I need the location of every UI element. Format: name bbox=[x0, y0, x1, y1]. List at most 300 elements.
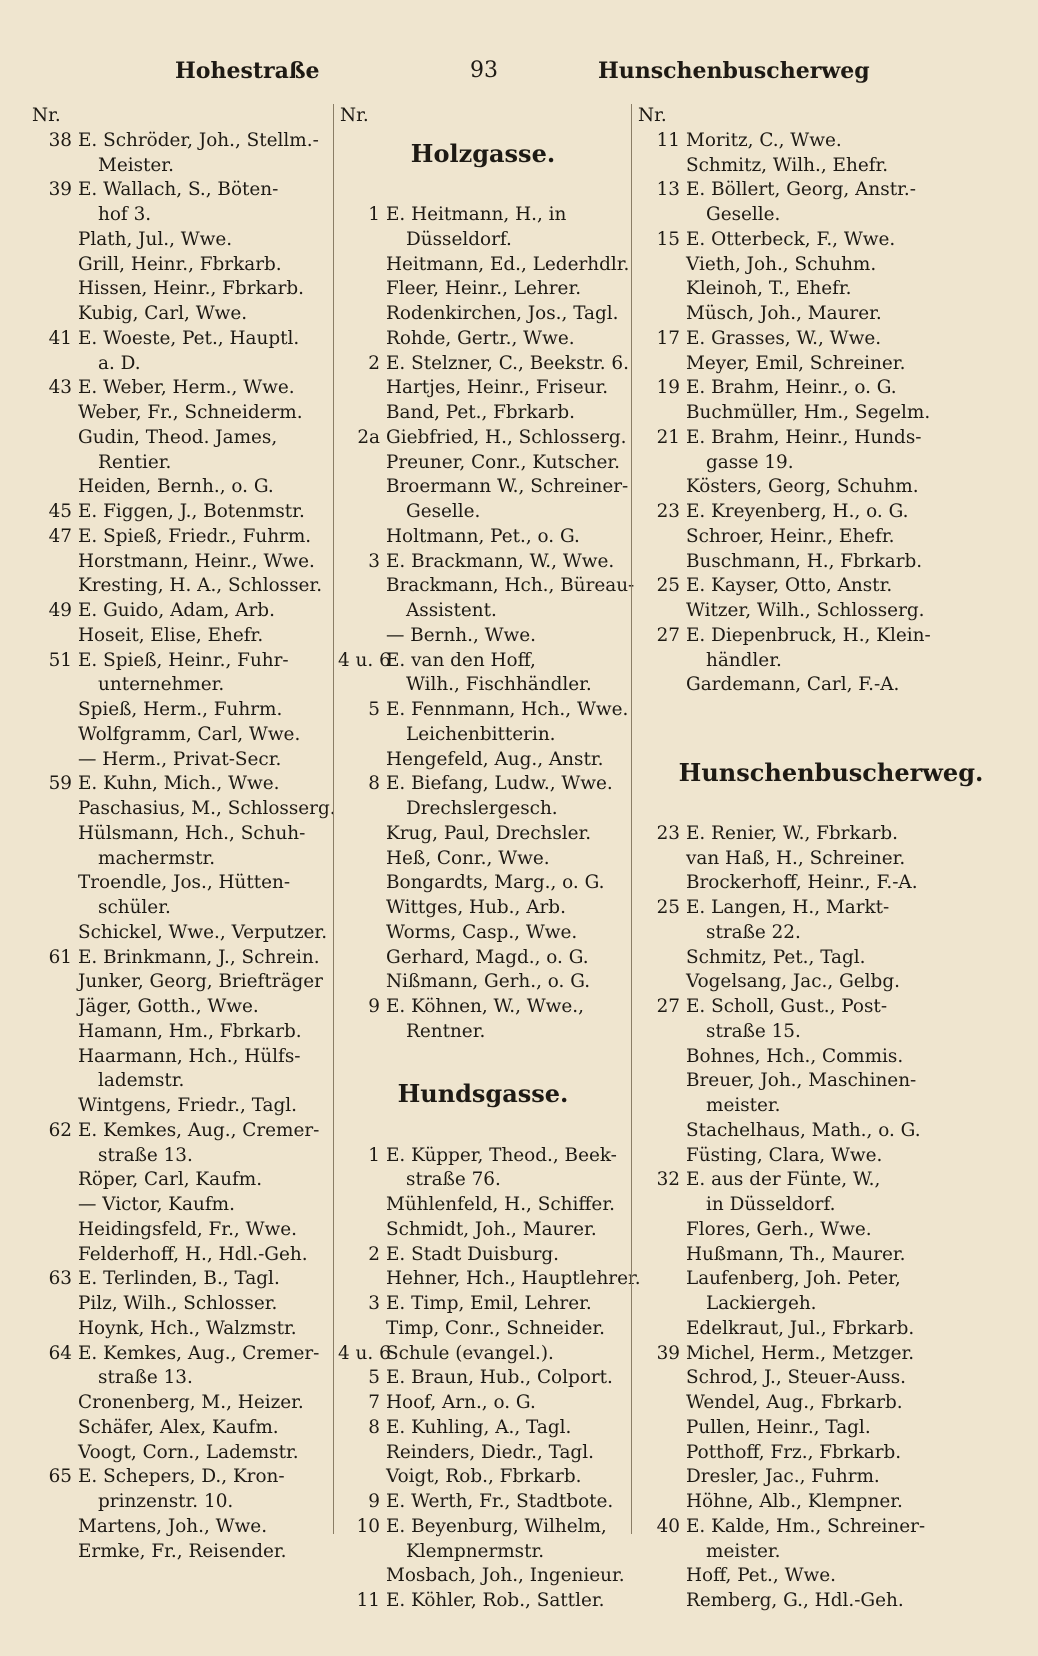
directory-entry bbox=[30, 624, 330, 649]
directory-entry bbox=[30, 277, 330, 302]
entry-text: van Haß, H., Schreiner. bbox=[686, 847, 906, 869]
directory-entry bbox=[636, 1168, 1026, 1193]
directory-entry bbox=[636, 475, 1026, 500]
house-number: 49 bbox=[48, 600, 72, 621]
entry-text: E. Kalde, Hm., Schreiner- bbox=[686, 1515, 926, 1537]
directory-entry bbox=[636, 203, 1026, 228]
directory-entry bbox=[30, 1094, 330, 1119]
house-number bbox=[30, 921, 78, 946]
house-number bbox=[636, 1144, 686, 1169]
house-number bbox=[30, 203, 78, 228]
directory-entry bbox=[636, 1045, 1026, 1070]
directory-entry bbox=[30, 500, 330, 525]
house-number bbox=[636, 154, 686, 179]
house-number bbox=[30, 1441, 78, 1466]
house-number bbox=[338, 302, 386, 327]
house-number: 65 bbox=[48, 1466, 72, 1488]
directory-entry bbox=[338, 1168, 628, 1193]
house-number bbox=[338, 1267, 386, 1292]
house-number bbox=[30, 1490, 78, 1515]
house-number: 45 bbox=[48, 501, 72, 522]
house-number: 3 bbox=[368, 1293, 380, 1314]
house-number: 3 bbox=[368, 550, 380, 572]
entry-text: Pullen, Heinr., Tagl. bbox=[686, 1416, 871, 1438]
entry-text: Hartjes, Heinr., Friseur. bbox=[386, 377, 609, 399]
directory-entry bbox=[338, 302, 628, 327]
entry-text: Wilh., Fischhändler. bbox=[406, 674, 592, 696]
directory-entry bbox=[338, 277, 628, 302]
house-number bbox=[30, 550, 78, 575]
house-number bbox=[636, 1045, 686, 1070]
house-number: 4 u. 6 bbox=[338, 649, 391, 671]
directory-entry bbox=[30, 1144, 330, 1169]
house-number bbox=[636, 401, 686, 426]
entry-text: E. Kreyenberg, H., o. G. bbox=[686, 501, 909, 522]
directory-entry bbox=[338, 698, 628, 723]
directory-entry bbox=[30, 1020, 330, 1045]
directory-entry bbox=[636, 970, 1026, 995]
entry-text: Pilz, Wilh., Schlosser. bbox=[78, 1293, 278, 1314]
house-number bbox=[30, 1540, 78, 1565]
house-number bbox=[636, 871, 686, 896]
entry-text: E. Scholl, Gust., Post- bbox=[686, 996, 888, 1017]
entry-text: E. Kemkes, Aug., Cremer- bbox=[78, 1119, 320, 1141]
street-heading: Holzgasse. bbox=[410, 138, 556, 168]
directory-entry bbox=[338, 896, 628, 921]
entry-text: a. D. bbox=[98, 352, 141, 374]
house-number bbox=[30, 970, 78, 995]
house-number bbox=[30, 253, 78, 278]
house-number: 9 bbox=[368, 1491, 380, 1512]
directory-entry bbox=[338, 995, 628, 1020]
entry-text: Hoynk, Hch., Walzmstr. bbox=[78, 1317, 297, 1339]
entry-text: Remberg, G., Hdl.-Geh. bbox=[686, 1590, 904, 1611]
entry-text: Gerhard, Magd., o. G. bbox=[386, 946, 589, 968]
directory-entry bbox=[30, 1168, 330, 1193]
directory-entry bbox=[636, 154, 1026, 179]
directory-entry bbox=[636, 401, 1026, 426]
house-number: 27 bbox=[656, 624, 680, 646]
entry-text: Brackmann, Hch., Büreau- bbox=[386, 575, 635, 597]
entry-text: E. Werth, Fr., Stadtbote. bbox=[386, 1491, 614, 1512]
entry-text: E. Otterbeck, F., Wwe. bbox=[686, 228, 896, 250]
entry-text: händler. bbox=[706, 649, 782, 671]
directory-entry bbox=[636, 995, 1026, 1020]
directory-entry bbox=[338, 500, 628, 525]
directory-entry bbox=[338, 1020, 628, 1045]
column-label-row bbox=[636, 104, 1026, 129]
entry-text: E. Langen, H., Markt- bbox=[686, 897, 890, 918]
directory-entry bbox=[636, 253, 1026, 278]
entry-text: Hoof, Arn., o. G. bbox=[386, 1392, 536, 1413]
entry-text: straße 13. bbox=[98, 1144, 193, 1166]
directory-entry bbox=[338, 253, 628, 278]
directory-entry bbox=[30, 376, 330, 401]
house-number bbox=[636, 1193, 686, 1218]
house-number: 40 bbox=[656, 1515, 680, 1537]
directory-entry bbox=[338, 1490, 628, 1515]
house-number bbox=[636, 1564, 686, 1589]
entry-text: Ermke, Fr., Reisender. bbox=[78, 1540, 287, 1562]
entry-text: Band, Pet., Fbrkarb. bbox=[386, 402, 575, 423]
directory-entry bbox=[338, 822, 628, 847]
house-number bbox=[636, 946, 686, 971]
directory-entry bbox=[636, 1342, 1026, 1367]
entry-text: Bohnes, Hch., Commis. bbox=[686, 1045, 904, 1067]
house-number bbox=[30, 401, 78, 426]
directory-entry bbox=[30, 1317, 330, 1342]
house-number bbox=[636, 1094, 686, 1119]
house-number bbox=[338, 748, 386, 773]
directory-entry bbox=[30, 426, 330, 451]
entry-text: Assistent. bbox=[406, 600, 497, 621]
entry-text: E. Schepers, D., Kron- bbox=[78, 1466, 285, 1488]
directory-entry bbox=[636, 426, 1026, 451]
house-number: 13 bbox=[656, 179, 680, 201]
house-number bbox=[636, 253, 686, 278]
entry-text: Düsseldorf. bbox=[406, 228, 512, 250]
entry-text: Hengefeld, Aug., Anstr. bbox=[386, 748, 604, 770]
directory-entry bbox=[30, 748, 330, 773]
directory-entry bbox=[30, 599, 330, 624]
entry-text: Fleer, Heinr., Lehrer. bbox=[386, 278, 582, 300]
entry-text: Hoseit, Elise, Ehefr. bbox=[78, 624, 264, 646]
house-number bbox=[338, 896, 386, 921]
entry-text: Schroer, Heinr., Ehefr. bbox=[686, 525, 895, 547]
entry-text: Felderhoff, H., Hdl.-Geh. bbox=[78, 1243, 308, 1265]
house-number bbox=[636, 1267, 686, 1292]
house-number bbox=[636, 525, 686, 550]
house-number bbox=[30, 1391, 78, 1416]
house-number: 17 bbox=[656, 327, 680, 349]
entry-text: Troendle, Jos., Hütten- bbox=[78, 872, 291, 894]
entry-text: Preuner, Conr., Kutscher. bbox=[386, 451, 621, 473]
entry-text: Wendel, Aug., Fbrkarb. bbox=[686, 1392, 903, 1413]
directory-entry bbox=[30, 574, 330, 599]
entry-text: Junker, Georg, Briefträger bbox=[78, 971, 323, 993]
directory-entry bbox=[30, 995, 330, 1020]
directory-entry bbox=[636, 1391, 1026, 1416]
entry-text: Schickel, Wwe., Verputzer. bbox=[78, 921, 328, 943]
house-number bbox=[30, 1366, 78, 1391]
house-number bbox=[30, 1193, 78, 1218]
entry-text: Weber, Fr., Schneiderm. bbox=[78, 402, 303, 423]
entry-text: E. Brackmann, W., Wwe. bbox=[386, 550, 615, 572]
directory-entry bbox=[338, 1465, 628, 1490]
entry-text: Rohde, Gertr., Wwe. bbox=[386, 327, 575, 349]
entry-text: E. Weber, Herm., Wwe. bbox=[78, 377, 295, 399]
directory-entry bbox=[338, 599, 628, 624]
directory-entry bbox=[30, 822, 330, 847]
house-number: 10 bbox=[356, 1515, 380, 1537]
entry-text: Heß, Conr., Wwe. bbox=[386, 847, 550, 869]
entry-text: Schmidt, Joh., Maurer. bbox=[386, 1218, 597, 1240]
entry-text: Michel, Herm., Metzger. bbox=[686, 1342, 915, 1364]
house-number bbox=[30, 1243, 78, 1268]
directory-entry bbox=[636, 574, 1026, 599]
directory-entry bbox=[30, 1416, 330, 1441]
house-number: 25 bbox=[656, 575, 680, 597]
entry-text: Buschmann, H., Fbrkarb. bbox=[686, 550, 923, 572]
house-number bbox=[338, 1564, 386, 1589]
directory-entry bbox=[636, 277, 1026, 302]
entry-text: E. aus der Fünte, W., bbox=[686, 1169, 881, 1191]
directory-entry bbox=[338, 1193, 628, 1218]
house-number bbox=[30, 352, 78, 377]
house-number bbox=[636, 1020, 686, 1045]
directory-entry bbox=[338, 1317, 628, 1342]
house-number bbox=[30, 1292, 78, 1317]
house-number bbox=[636, 203, 686, 228]
entry-text: Rentner. bbox=[406, 1020, 486, 1042]
directory-entry bbox=[338, 1366, 628, 1391]
directory-entry bbox=[338, 921, 628, 946]
entry-text: Kresting, H. A., Schlosser. bbox=[78, 575, 323, 597]
entry-text: Mosbach, Joh., Ingenieur. bbox=[386, 1565, 625, 1587]
house-number bbox=[636, 1441, 686, 1466]
house-number bbox=[636, 1589, 686, 1614]
entry-text: Hußmann, Th., Maurer. bbox=[686, 1243, 906, 1265]
entry-text: Grill, Heinr., Fbrkarb. bbox=[78, 253, 282, 275]
house-number bbox=[30, 871, 78, 896]
entry-text: Hamann, Hm., Fbrkarb. bbox=[78, 1020, 302, 1042]
house-number: 21 bbox=[656, 426, 680, 448]
house-number bbox=[30, 1020, 78, 1045]
house-number bbox=[338, 946, 386, 971]
house-number: 1 bbox=[368, 204, 380, 225]
directory-entry bbox=[636, 1243, 1026, 1268]
directory-entry bbox=[338, 1441, 628, 1466]
house-number bbox=[338, 1218, 386, 1243]
entry-text: Geselle. bbox=[406, 501, 481, 522]
directory-entry bbox=[338, 946, 628, 971]
directory-entry bbox=[30, 1218, 330, 1243]
entry-text: Heitmann, Ed., Lederhdlr. bbox=[386, 253, 630, 275]
house-number bbox=[338, 970, 386, 995]
entry-text: in Düsseldorf. bbox=[706, 1194, 836, 1215]
column-label-row bbox=[338, 104, 628, 129]
directory-entry bbox=[636, 847, 1026, 872]
house-number bbox=[338, 574, 386, 599]
directory-entry bbox=[338, 847, 628, 872]
directory-entry bbox=[30, 1243, 330, 1268]
house-number bbox=[338, 1465, 386, 1490]
house-number bbox=[636, 1465, 686, 1490]
entry-text: Vogelsang, Jac., Gelbg. bbox=[686, 971, 900, 993]
column-label-row bbox=[30, 104, 330, 129]
house-number bbox=[636, 1119, 686, 1144]
entry-text: Paschasius, M., Schlosserg. bbox=[78, 798, 336, 819]
entry-text: Worms, Casp., Wwe. bbox=[386, 921, 578, 943]
house-number: 7 bbox=[368, 1392, 380, 1413]
directory-entry bbox=[636, 946, 1026, 971]
house-number bbox=[636, 277, 686, 302]
directory-entry bbox=[338, 574, 635, 599]
directory-entry bbox=[636, 673, 1026, 698]
entry-text: — Herm., Privat-Secr. bbox=[78, 748, 282, 770]
house-number bbox=[30, 574, 78, 599]
directory-entry bbox=[636, 624, 1026, 649]
house-number: 51 bbox=[48, 649, 72, 671]
house-number bbox=[30, 698, 78, 723]
directory-entry bbox=[338, 525, 628, 550]
number-column-label: Nr. bbox=[638, 105, 667, 126]
house-number bbox=[636, 451, 686, 476]
directory-entry bbox=[338, 970, 628, 995]
house-number bbox=[636, 970, 686, 995]
house-number bbox=[636, 1317, 686, 1342]
house-number bbox=[636, 1292, 686, 1317]
house-number bbox=[30, 896, 78, 921]
house-number bbox=[636, 475, 686, 500]
directory-entry bbox=[338, 401, 628, 426]
house-number bbox=[636, 673, 686, 698]
directory-entry bbox=[636, 1515, 1026, 1540]
directory-entry bbox=[338, 352, 628, 377]
entry-text: Witzer, Wilh., Schlosserg. bbox=[686, 600, 925, 621]
house-number bbox=[636, 649, 686, 674]
house-number bbox=[338, 1317, 386, 1342]
entry-text: Rentier. bbox=[98, 451, 172, 473]
directory-entry bbox=[636, 1020, 1026, 1045]
directory-entry bbox=[30, 1490, 330, 1515]
directory-entry bbox=[338, 772, 628, 797]
house-number bbox=[30, 1317, 78, 1342]
directory-entry bbox=[636, 525, 1026, 550]
directory-entry bbox=[636, 376, 1026, 401]
house-number bbox=[30, 451, 78, 476]
directory-entry bbox=[636, 500, 1026, 525]
directory-entry bbox=[30, 302, 330, 327]
entry-text: Kubig, Carl, Wwe. bbox=[78, 303, 248, 324]
directory-entry bbox=[338, 1267, 641, 1292]
directory-entry bbox=[30, 1193, 330, 1218]
house-number: 47 bbox=[48, 525, 72, 547]
entry-text: Hoff, Pet., Wwe. bbox=[686, 1565, 836, 1587]
directory-entry bbox=[338, 673, 628, 698]
house-number bbox=[636, 550, 686, 575]
house-number: 23 bbox=[656, 822, 680, 844]
entry-text: E. Stadt Duisburg. bbox=[386, 1243, 560, 1265]
house-number: 19 bbox=[656, 377, 680, 399]
entry-text: straße 15. bbox=[706, 1020, 801, 1042]
house-number bbox=[30, 1045, 78, 1070]
directory-entry bbox=[636, 1144, 1026, 1169]
house-number bbox=[30, 277, 78, 302]
directory-entry bbox=[338, 1540, 628, 1565]
entry-text: prinzenstr. 10. bbox=[98, 1491, 234, 1512]
directory-entry bbox=[636, 1465, 1026, 1490]
entry-text: E. Braun, Hub., Colport. bbox=[386, 1367, 613, 1389]
entry-text: lademstr. bbox=[98, 1070, 185, 1092]
entry-text: Drechslergesch. bbox=[406, 798, 558, 819]
house-number: 8 bbox=[368, 1416, 380, 1438]
entry-text: Hehner, Hch., Hauptlehrer. bbox=[386, 1268, 641, 1290]
house-number bbox=[30, 228, 78, 253]
directory-entry bbox=[338, 1218, 628, 1243]
house-number bbox=[338, 475, 386, 500]
spacer bbox=[636, 797, 1026, 822]
entry-text: E. Figgen, J., Botenmstr. bbox=[78, 501, 305, 522]
entry-text: Martens, Joh., Wwe. bbox=[78, 1515, 268, 1537]
directory-entry bbox=[30, 1540, 330, 1565]
house-number: 64 bbox=[48, 1342, 72, 1364]
entry-text: Horstmann, Heinr., Wwe. bbox=[78, 550, 315, 572]
entry-text: Wittges, Hub., Arb. bbox=[386, 897, 566, 918]
directory-entry bbox=[30, 1391, 330, 1416]
house-number bbox=[636, 302, 686, 327]
house-number bbox=[338, 1168, 386, 1193]
entry-text: Potthoff, Frz., Fbrkarb. bbox=[686, 1441, 902, 1463]
house-number bbox=[30, 673, 78, 698]
directory-entry bbox=[338, 748, 628, 773]
house-number bbox=[30, 1144, 78, 1169]
house-number bbox=[30, 426, 78, 451]
house-number bbox=[338, 401, 386, 426]
entry-text: Edelkraut, Jul., Fbrkarb. bbox=[686, 1317, 915, 1339]
directory-entry bbox=[30, 921, 330, 946]
directory-entry bbox=[338, 550, 628, 575]
house-number bbox=[338, 624, 386, 649]
house-number bbox=[636, 847, 686, 872]
entry-text: Kleinoh, T., Ehefr. bbox=[686, 278, 852, 300]
directory-entry bbox=[636, 1119, 1026, 1144]
directory-entry bbox=[338, 1144, 628, 1169]
house-number: 62 bbox=[48, 1119, 72, 1141]
house-number bbox=[30, 624, 78, 649]
directory-entry bbox=[338, 1391, 628, 1416]
directory-entry bbox=[636, 822, 1026, 847]
house-number bbox=[338, 228, 386, 253]
directory-entry bbox=[30, 475, 330, 500]
entry-text: Brockerhoff, Heinr., F.-A. bbox=[686, 872, 918, 894]
house-number bbox=[30, 154, 78, 179]
house-number bbox=[636, 1366, 686, 1391]
directory-entry bbox=[30, 1441, 330, 1466]
directory-entry bbox=[338, 376, 628, 401]
entry-text: Krug, Paul, Drechsler. bbox=[386, 822, 592, 844]
entry-text: machermstr. bbox=[98, 847, 216, 869]
house-number: 25 bbox=[656, 897, 680, 918]
entry-text: straße 76. bbox=[406, 1169, 501, 1191]
entry-text: E. Biefang, Ludw., Wwe. bbox=[386, 773, 613, 795]
house-number bbox=[30, 995, 78, 1020]
house-number: 23 bbox=[656, 501, 680, 522]
directory-entry bbox=[30, 129, 330, 154]
directory-entry bbox=[636, 178, 1026, 203]
directory-entry bbox=[30, 1267, 330, 1292]
entry-text: — Victor, Kaufm. bbox=[78, 1194, 235, 1215]
entry-text: E. Woeste, Pet., Hauptl. bbox=[78, 327, 300, 349]
directory-entry bbox=[338, 1342, 628, 1367]
spacer bbox=[338, 1045, 628, 1070]
entry-text: Kösters, Georg, Schuhm. bbox=[686, 476, 919, 498]
directory-entry bbox=[338, 624, 628, 649]
directory-entry bbox=[636, 228, 1026, 253]
house-number bbox=[338, 1020, 386, 1045]
directory-entry bbox=[30, 673, 330, 698]
entry-text: straße 13. bbox=[98, 1367, 193, 1389]
house-number: 2a bbox=[357, 426, 380, 448]
house-number: 9 bbox=[368, 996, 380, 1017]
house-number bbox=[338, 673, 386, 698]
column-3 bbox=[636, 104, 1026, 1614]
house-number: 39 bbox=[656, 1342, 680, 1364]
directory-entry bbox=[338, 1292, 628, 1317]
entry-text: Hissen, Heinr., Fbrkarb. bbox=[78, 278, 305, 300]
directory-entry bbox=[636, 649, 1026, 674]
entry-text: Schule (evangel.). bbox=[386, 1342, 554, 1364]
